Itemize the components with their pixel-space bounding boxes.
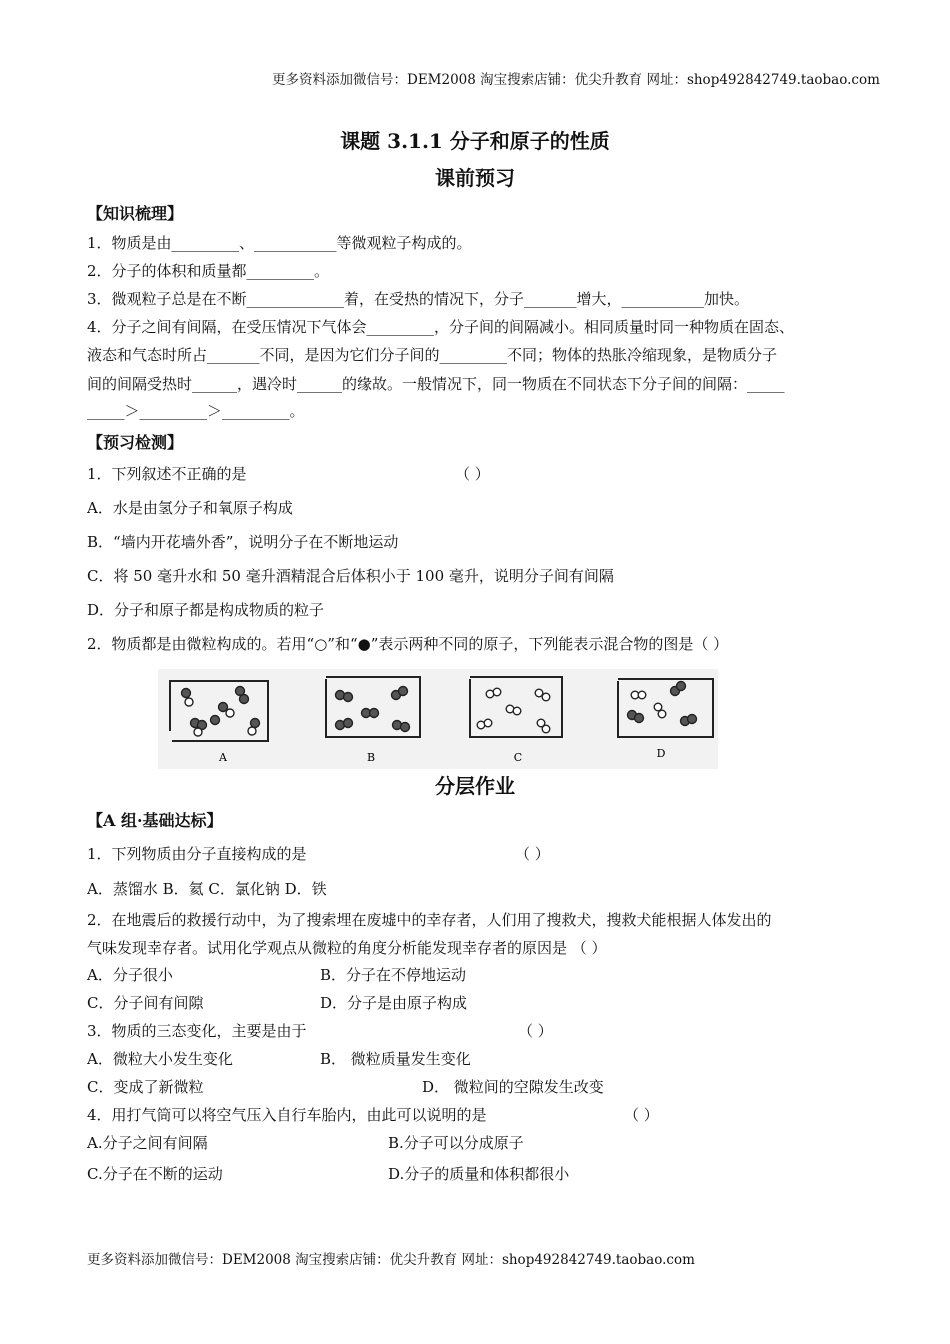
group-a-q1-paren: （ ） — [515, 845, 550, 863]
preview-q1: 1．下列叙述不正确的是 — [87, 465, 247, 483]
section-homework-title: 分层作业 — [435, 774, 515, 798]
preview-q1-option-a: A．水是由氢分子和氧原子构成 — [87, 499, 293, 517]
group-a-q2-option-d: D．分子是由原子构成 — [320, 994, 468, 1012]
knowledge-line-1: 1．物质是由_________、___________等微观粒子构成的。 — [87, 234, 472, 252]
preview-q2: 2．物质都是由微粒构成的。若用“○”和“●”表示两种不同的原子，下列能表示混合物的图是（ ） — [87, 635, 729, 653]
preview-q1-paren: （ ） — [455, 465, 490, 483]
header-note: 更多资料添加微信号：DEM2008 淘宝搜索店铺：优尖升教育 网址：shop492842749.taobao.com — [272, 72, 880, 88]
group-a-q2-line-2: 气味发现幸存者。试用化学观点从微粒的角度分析能发现幸存者的原因是 （ ） — [87, 939, 607, 957]
group-a-q3-option-a: A．微粒大小发生变化 — [87, 1050, 233, 1068]
figure-label-a: A — [219, 751, 227, 764]
group-a-q4-option-c: C.分子在不断的运动 — [87, 1165, 223, 1183]
group-a-q4-option-a: A.分子之间有间隔 — [87, 1134, 208, 1152]
section-preview: 【预习检测】 — [87, 433, 184, 452]
group-a-q2-option-a: A．分子很小 — [87, 966, 173, 984]
preview-q1-option-c: C．将 50 毫升水和 50 毫升酒精混合后体积小于 100 毫升，说明分子间有间隔 — [87, 567, 614, 585]
knowledge-line-4d: _____＞_________＞_________。 — [87, 402, 305, 420]
preview-q1-option-d: D．分子和原子都是构成物质的粒子 — [87, 601, 325, 619]
group-a-q3-paren: （ ） — [518, 1022, 553, 1040]
group-a-q4: 4．用打气筒可以将空气压入自行车胎内，由此可以说明的是 — [87, 1106, 487, 1124]
group-a-q4-option-b: B.分子可以分成原子 — [388, 1134, 524, 1152]
figure-label-d: D — [656, 747, 666, 760]
knowledge-line-4a: 4．分子之间有间隔，在受压情况下气体会_________，分子间的间隔减小。相同质量时同一种物质在固态、 — [87, 318, 795, 336]
group-a-q1: 1．下列物质由分子直接构成的是 — [87, 845, 307, 863]
knowledge-line-4c: 间的间隔受热时______，遇冷时______的缘故。一般情况下，同一物质在不同状态下分子间的间隔：_____ — [87, 375, 785, 393]
group-a-q4-paren: （ ） — [624, 1106, 659, 1124]
group-a-q3-option-c: C．变成了新微粒 — [87, 1078, 204, 1096]
group-a-q2-option-c: C．分子间有间隙 — [87, 994, 204, 1012]
section-knowledge: 【知识梳理】 — [87, 204, 184, 223]
group-a-q3: 3．物质的三态变化，主要是由于 — [87, 1022, 307, 1040]
group-a-q2-line-1: 2．在地震后的救援行动中，为了搜索埋在废墟中的幸存者，人们用了搜救犬，搜救犬能根据人体发出的 — [87, 911, 772, 929]
molecule-diagram — [158, 669, 718, 769]
footer-note: 更多资料添加微信号：DEM2008 淘宝搜索店铺：优尖升教育 网址：shop492842749.taobao.com — [87, 1252, 695, 1268]
section-group-a: 【A 组·基础达标】 — [87, 811, 223, 830]
preview-q1-option-b: B．“墙内开花墙外香”，说明分子在不断地运动 — [87, 533, 399, 551]
page-subtitle: 课前预习 — [435, 166, 515, 190]
group-a-q3-option-d: D． 微粒间的空隙发生改变 — [422, 1078, 604, 1096]
figure-label-b: B — [366, 751, 376, 764]
group-a-q3-option-b: B． 微粒质量发生变化 — [320, 1050, 471, 1068]
molecule-figure — [158, 669, 718, 769]
knowledge-line-3: 3．微观粒子总是在不断_____________着，在受热的情况下，分子_______增大，___________加快。 — [87, 290, 750, 308]
knowledge-line-2: 2．分子的体积和质量都_________。 — [87, 262, 330, 280]
group-a-q1-options: A．蒸馏水 B．氦 C．氯化钠 D．铁 — [87, 880, 327, 898]
figure-label-c: C — [513, 751, 523, 764]
knowledge-line-4b: 液态和气态时所占_______不同，是因为它们分子间的_________不同；物体的热胀冷缩现象，是物质分子 — [87, 346, 778, 364]
group-a-q4-option-d: D.分子的质量和体积都很小 — [388, 1165, 570, 1183]
page-title: 课题 3.1.1 分子和原子的性质 — [340, 129, 610, 153]
group-a-q2-option-b: B．分子在不停地运动 — [320, 966, 467, 984]
